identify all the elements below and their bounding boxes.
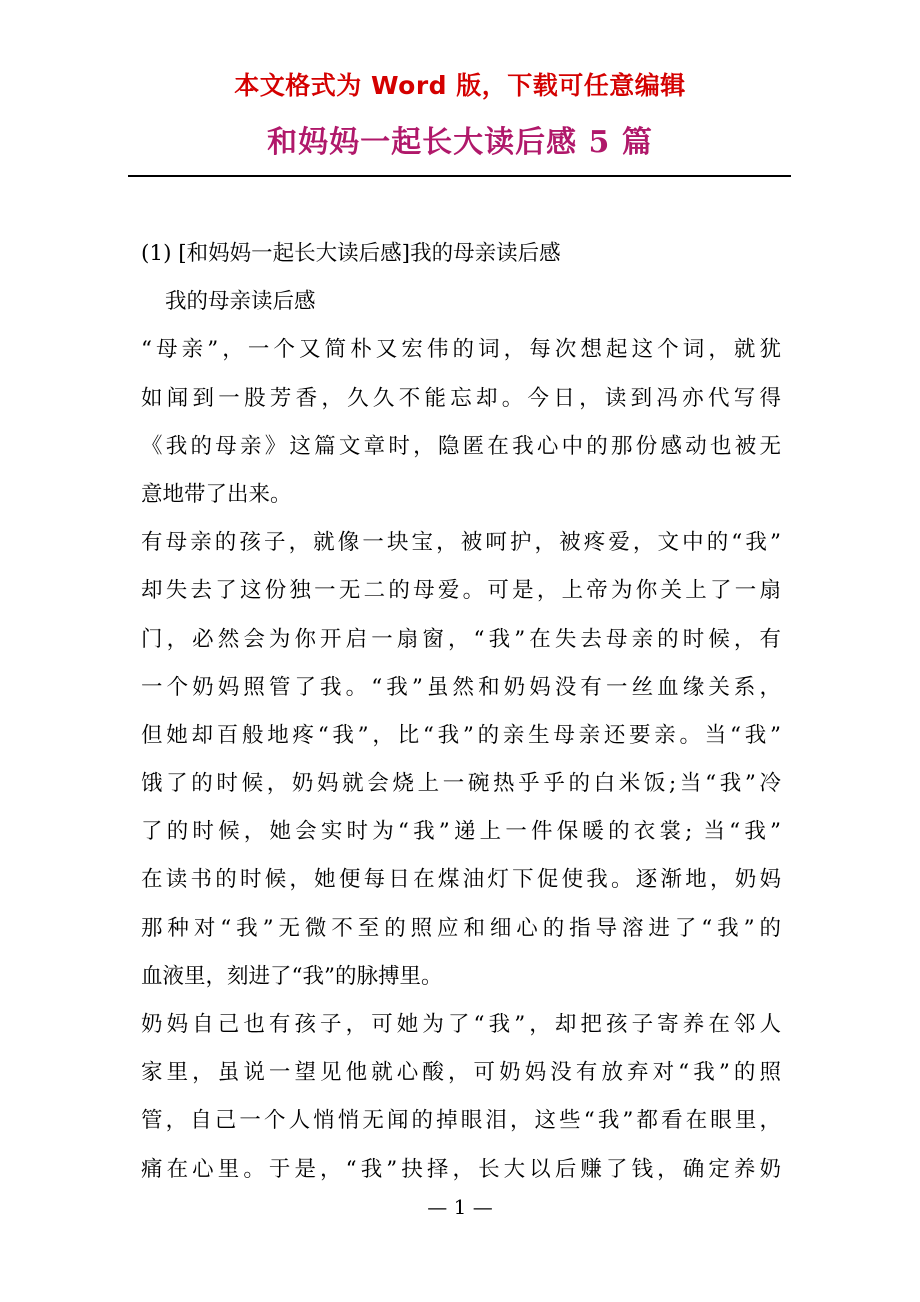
paragraph-line: 管，自己一个人悄悄无闻的掉眼泪，这些“我”都看在眼里， <box>141 1108 781 1134</box>
paragraph-line: 那种对“我”无微不至的照应和细心的指导溶进了“我”的 <box>141 915 781 941</box>
paragraph-line: 一个奶妈照管了我。“我”虽然和奶妈没有一丝血缘关系， <box>141 674 781 700</box>
paragraph-3 <box>141 1001 781 1194</box>
paragraph-line: 在读书的时候，她便每日在煤油灯下促使我。逐渐地，奶妈 <box>141 867 781 893</box>
paragraph-line: “母亲”，一个又简朴又宏伟的词，每次想起这个词，就犹 <box>141 337 781 363</box>
paragraph-line: 但她却百般地疼“我”，比“我”的亲生母亲还要亲。当“我” <box>141 722 781 748</box>
paragraph-line: 饿了的时候，奶妈就会烧上一碗热乎乎的白米饭;当“我”冷 <box>141 771 781 797</box>
title-divider <box>128 175 791 177</box>
paragraph-line: 家里，虽说一望见他就心酸，可奶妈没有放弃对“我”的照 <box>141 1060 781 1086</box>
paragraph-line: 了的时候，她会实时为“我”递上一件保暖的衣裳; 当“我” <box>141 819 781 845</box>
paragraph-line: 却失去了这份独一无二的母爱。可是，上帝为你关上了一扇 <box>141 578 781 604</box>
paragraph-line: 有母亲的孩子，就像一块宝，被呵护，被疼爱，文中的“我” <box>141 530 781 556</box>
paragraph-1 <box>141 326 781 519</box>
paragraph-line: 如闻到一股芳香，久久不能忘却。今日，读到冯亦代写得 <box>141 385 781 411</box>
paragraph-line: 奶妈自己也有孩子，可她为了“我”，却把孩子寄养在邻人 <box>141 1012 781 1037</box>
paragraph-line: 血液里，刻进了“我”的脉搏里。 <box>141 963 443 989</box>
format-notice: 本文格式为 Word 版，下载可任意编辑 <box>234 71 686 100</box>
paragraph-line: 意地带了出来。 <box>141 481 292 507</box>
paragraph-line: 门，必然会为你开启一扇窗，“我”在失去母亲的时候，有 <box>141 626 781 652</box>
paragraph-2 <box>141 519 781 1001</box>
document-body <box>141 230 781 1194</box>
section-subheading: 我的母亲读后感 <box>165 289 316 315</box>
paragraph-line: 痛在心里。于是，“我”抉择，长大以后赚了钱，确定养奶 <box>141 1156 781 1182</box>
paragraph-line: 《我的母亲》这篇文章时，隐匿在我心中的那份感动也被无 <box>141 433 781 459</box>
page-number: — 1 — <box>427 1195 493 1219</box>
section-heading: (1) [和妈妈一起长大读后感]我的母亲读后感 <box>141 241 561 266</box>
document-title: 和妈妈一起长大读后感 5 篇 <box>267 125 653 160</box>
